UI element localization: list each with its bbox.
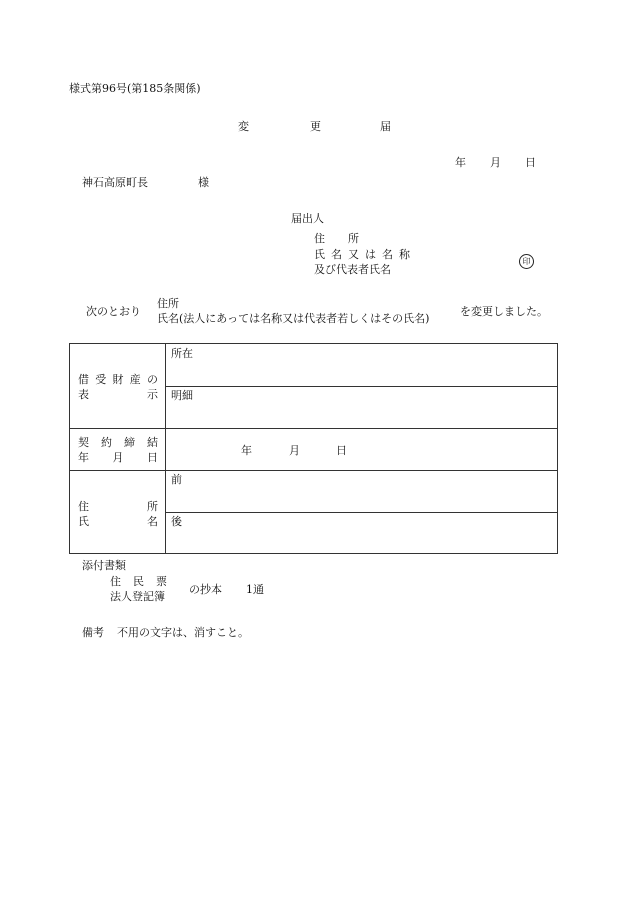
attachment-count: 1通 <box>246 583 264 596</box>
addressee-name: 神石高原町長 <box>82 176 148 189</box>
label-char: 月 <box>112 450 124 464</box>
label-char: 名 <box>147 514 158 528</box>
label-char: 示 <box>147 387 158 401</box>
label-char: 借 <box>78 372 89 386</box>
location-label: 所在 <box>171 347 193 360</box>
applicant-address-label <box>314 233 359 244</box>
statement-suffix: を変更しました。 <box>460 305 548 318</box>
document-title <box>238 121 249 132</box>
label-char: 所 <box>147 499 158 513</box>
attachment-resident-record <box>110 576 167 587</box>
label-char: 契 <box>78 435 89 449</box>
attachments-heading: 添付書類 <box>82 559 126 572</box>
label-char: 年 <box>78 450 89 464</box>
label-char: 住 <box>314 232 325 245</box>
property-label <box>78 371 158 401</box>
contract-year-unit: 年 <box>241 444 252 457</box>
label-char: 表 <box>78 387 89 401</box>
label-char: 氏 <box>314 248 325 261</box>
label-char: 住 <box>110 575 121 588</box>
label-char: 名 <box>382 248 393 261</box>
label-char: 結 <box>147 435 158 449</box>
applicant-name-label <box>314 249 410 260</box>
title-char-1: 変 <box>238 120 249 133</box>
form-number: 様式第96号(第185条関係) <box>69 82 201 95</box>
contract-day-unit: 日 <box>336 444 347 457</box>
table-row-divider <box>70 470 557 471</box>
before-label: 前 <box>171 473 182 486</box>
table-row-divider <box>165 386 557 387</box>
details-label: 明細 <box>171 389 193 402</box>
attachment-copy-label: の抄本 <box>189 583 222 596</box>
contract-month-unit: 月 <box>289 444 300 457</box>
table-column-divider <box>165 344 166 553</box>
after-label: 後 <box>171 515 182 528</box>
label-char: 所 <box>348 232 359 245</box>
statement-prefix: 次のとおり <box>86 305 141 318</box>
addressee-honorific: 様 <box>198 176 209 189</box>
table-row-divider <box>165 512 557 513</box>
label-char: 称 <box>399 248 410 261</box>
label-char: 約 <box>101 435 112 449</box>
remarks-label: 備考 <box>82 626 104 639</box>
applicant-representative-label: 及び代表者氏名 <box>314 263 391 276</box>
label-char: 締 <box>124 435 135 449</box>
label-char: 名 <box>331 248 342 261</box>
label-char: は <box>365 248 376 261</box>
label-char: 日 <box>147 450 158 464</box>
title-char-2: 更 <box>310 120 321 133</box>
date-month-unit: 月 <box>490 156 501 169</box>
statement-option-address: 住所 <box>157 297 179 310</box>
statement-option-name: 氏名(法人にあっては名称又は代表者若しくはその氏名) <box>157 312 430 325</box>
contract-date-label <box>78 434 158 464</box>
attachment-corporate-registry: 法人登記簿 <box>110 590 165 603</box>
address-name-label <box>78 498 158 528</box>
title-char-3: 届 <box>380 120 391 133</box>
label-char: 民 <box>133 575 144 588</box>
label-char: 票 <box>156 575 167 588</box>
label-char: の <box>147 372 158 386</box>
seal-mark: 印 <box>519 254 534 269</box>
date-year-unit: 年 <box>455 156 466 169</box>
label-char: 住 <box>78 499 89 513</box>
table-row-divider <box>70 428 557 429</box>
applicant-heading: 届出人 <box>291 212 324 225</box>
date-day-unit: 日 <box>525 156 536 169</box>
label-char: 又 <box>348 248 359 261</box>
label-char: 氏 <box>78 514 89 528</box>
label-char: 財 <box>112 372 124 386</box>
label-char: 受 <box>95 372 107 386</box>
change-details-table <box>69 343 558 554</box>
remarks-text: 不用の文字は、消すこと。 <box>117 626 249 639</box>
label-char: 産 <box>129 372 141 386</box>
